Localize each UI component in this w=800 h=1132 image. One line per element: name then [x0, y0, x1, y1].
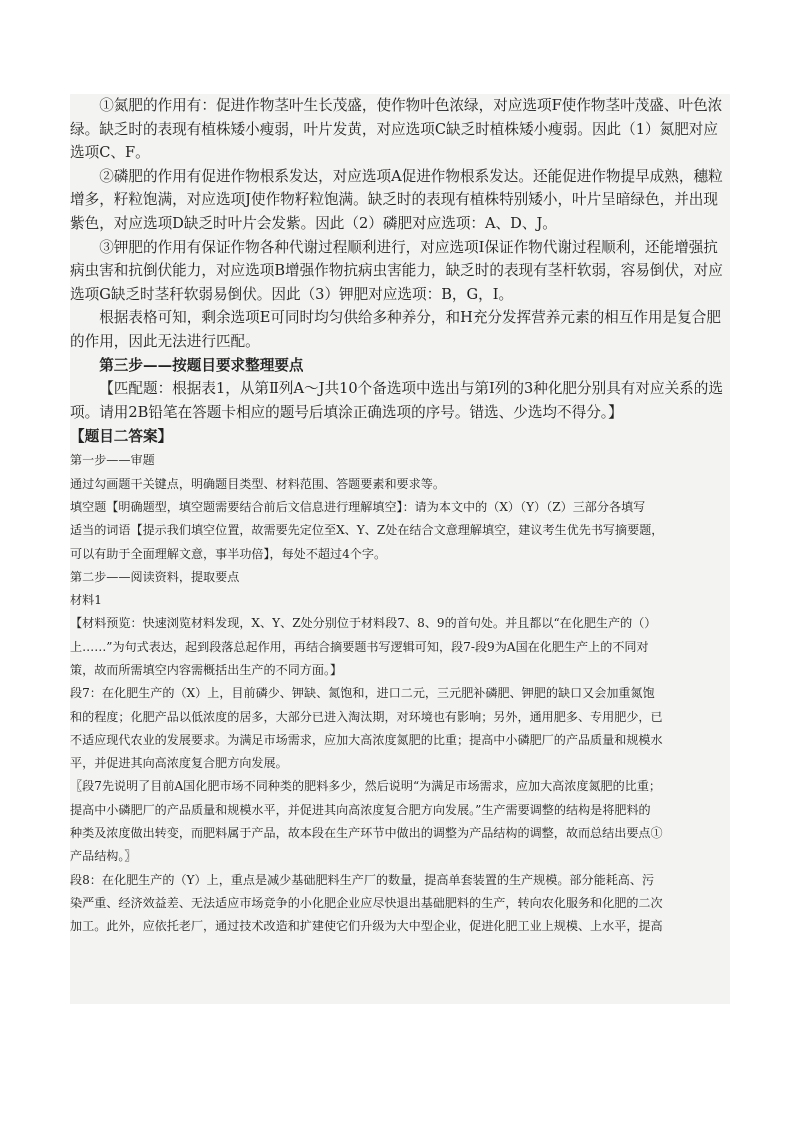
text-line: 【材料预览：快速浏览材料发现，X、Y、Z处分别位于材料段7、8、9的首句处。并且都以“在化肥生产的（）	[70, 616, 657, 631]
text-line: 平，并促进其向高浓度复合肥方向发展。	[70, 756, 288, 771]
text-line: 第二步——阅读资料，提取要点	[70, 569, 240, 584]
potassium-paragraph: ③钾肥的作用有保证作物各种代谢过程顺利进行，对应选项I保证作物代谢过程顺利，还能增强抗病虫害和抗倒伏能力，对应选项B增强作物抗病虫害能力，缺乏时的表现有茎杆软弱，容易倒伏，对应选项G缺乏时茎秆软弱易倒伏。因此（3）钾肥对应选项：B，G，I。	[70, 238, 723, 303]
text-line: 第一步——审题	[70, 453, 155, 468]
phosphorus-paragraph: ②磷肥的作用有促进作物根系发达，对应选项A促进作物根系发达。还能促进作物提早成熟，穗粒增多，籽粒饱满，对应选项J使作物籽粒饱满。缺乏时的表现有植株特别矮小，叶片呈暗绿色，并出现紫色，对应选项D缺乏时叶片会发紫。因此（2）磷肥对应选项：A、D、J。	[70, 167, 723, 232]
text-line: 策，故而所需填空内容需概括出生产的不同方面。】	[70, 662, 343, 677]
text-line: 段8：在化肥生产的（Y）上，重点是减少基础肥料生产厂的数量，提高单套装置的生产规模。部分能耗高、污	[70, 872, 655, 887]
text-line: 填空题【明确题型，填空题需要结合前后文信息进行理解填空】：请为本文中的（X）（Y）（Z）三部分各填写	[70, 499, 646, 514]
text-line: 通过勾画题干关键点，明确题目类型、材料范围、答题要素和要求等。	[70, 476, 445, 491]
text-line: 可以有助于全面理解文意，事半功倍】，每处不超过4个字。	[70, 546, 387, 561]
remaining-options-paragraph: 根据表格可知，剩余选项E可同时均匀供给多种养分，和H充分发挥营养元素的相互作用是复合肥的作用，因此无法进行匹配。	[70, 309, 721, 350]
text-line: 适当的词语【提示我们填空位置，故需要先定位至X、Y、Z处在结合文意理解填空，建议考生优先书写摘要题，	[70, 523, 664, 538]
question-two-answer-heading: 【题目二答案】	[70, 428, 173, 446]
text-line: 段7：在化肥生产的（X）上，目前磷少、钾缺、氮饱和，进口二元，三元肥补磷肥、钾肥的缺口又会加重氮饱	[70, 686, 655, 701]
text-line: 产品结构。〗	[70, 849, 137, 864]
text-line: 加工。此外，应依托老厂，通过技术改造和扩建使它们升级为大中型企业，促进化肥工业上规模、上水平，提高	[70, 919, 663, 934]
step-three-heading: 第三步——按题目要求整理要点	[99, 356, 304, 374]
text-line: 材料1	[70, 593, 102, 608]
text-line: 染严重、经济效益差、无法适应市场竞争的小化肥企业应尽快退出基础肥料的生产，转向农化服务和化肥的二次	[70, 895, 663, 910]
text-line: 种类及浓度做出转变，而肥料属于产品，故本段在生产环节中做出的调整为产品结构的调整，故而总结出要点①	[70, 826, 663, 841]
text-line: 上……”为句式表达，起到段落总起作用，再结合摘要题书写逻辑可知，段7-段9为A国在化肥生产上的不同对	[70, 639, 649, 654]
matching-question-paragraph: 【匹配题：根据表1，从第Ⅱ列A～J共10个备选项中选出与第Ⅰ列的3种化肥分别具有对应关系的选项。请用2B铅笔在答题卡相应的题号后填涂正确选项的序号。错选、少选均不得分。】	[70, 380, 723, 421]
text-line: 〖段7先说明了目前A国化肥市场不同种类的肥料多少，然后说明“为满足市场需求，应加大高浓度氮肥的比重；	[70, 779, 662, 794]
text-line: 和的程度；化肥产品以低浓度的居多，大部分已进入淘汰期，对环境也有影响；另外，通用肥多、专用肥少，已	[70, 709, 663, 724]
document-content	[70, 94, 730, 939]
question-two-body	[70, 449, 730, 938]
text-line: 提高中小磷肥厂的产品质量和规模水平，并促进其向高浓度复合肥方向发展。”生产需要调整的结构是将肥料的	[70, 802, 651, 817]
nitrogen-paragraph: ①氮肥的作用有：促进作物茎叶生长茂盛，使作物叶色浓绿，对应选项F使作物茎叶茂盛、叶色浓绿。缺乏时的表现有植株矮小瘦弱，叶片发黄，对应选项C缺乏时植株矮小瘦弱。因此（1）氮肥对应选项C、F。	[70, 97, 723, 162]
text-line: 不适应现代农业的发展要求。为满足市场需求，应加大高浓度氮肥的比重；提高中小磷肥厂的产品质量和规模水	[70, 732, 663, 747]
